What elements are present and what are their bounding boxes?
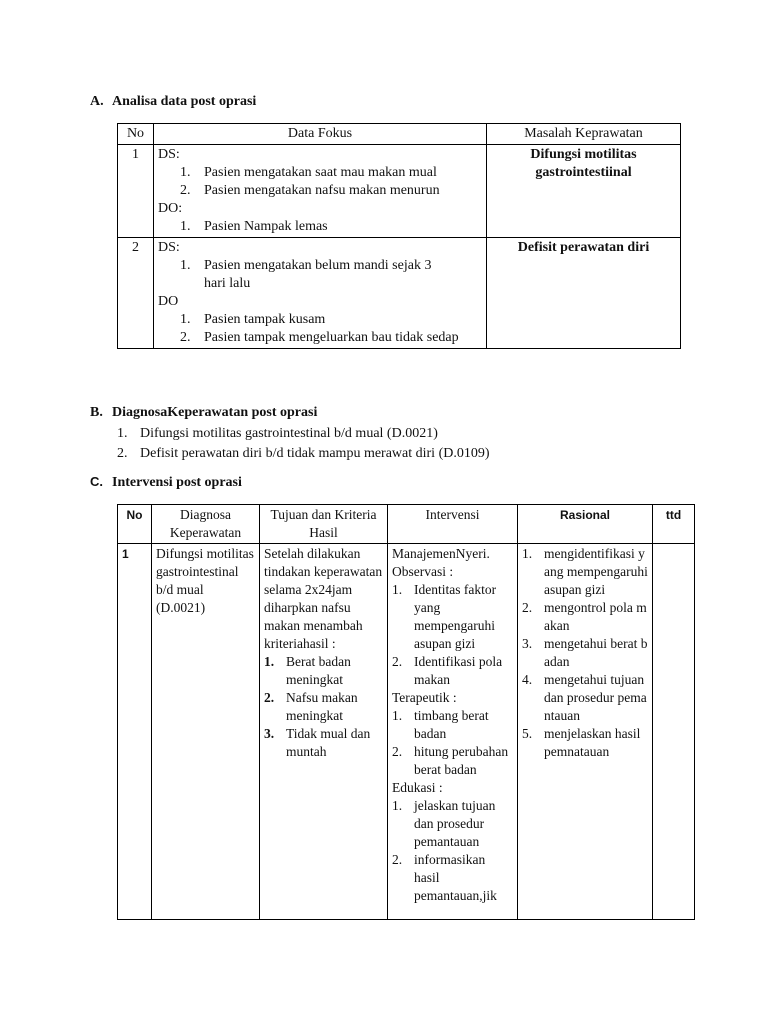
header-rasional: Rasional — [518, 505, 653, 544]
masalah-cell: Difungsi motilitas gastrointestiinal — [487, 145, 681, 238]
list-item: 2. mengontrol pola makan — [522, 600, 647, 633]
header-no: No — [118, 124, 154, 145]
do-label: DO: — [158, 201, 183, 216]
list-item: 2. informasikan hasil pemantauan,jik — [392, 852, 497, 903]
intervensi-table — [117, 504, 695, 920]
row-no: 1 — [118, 145, 154, 238]
list-item: 2. Identifikasi pola makan — [392, 654, 503, 687]
section-a-letter: A. — [90, 94, 104, 109]
list-item: 2. Defisit perawatan diri b/d tidak mampu merawat diri (D.0109) — [117, 446, 490, 461]
ttd-cell — [653, 544, 695, 920]
row-no: 2 — [118, 238, 154, 349]
section-c-heading — [90, 474, 242, 491]
masalah-cell: Defisit perawatan diri — [487, 238, 681, 349]
observasi-label: Observasi : — [392, 564, 454, 579]
list-item: 1. Difungsi motilitas gastrointestinal b/d mual (D.0021) — [117, 426, 438, 441]
list-item: 1. Pasien mengatakan belum mandi sejak 3 hari lalu — [180, 258, 432, 291]
section-c-letter: C. — [90, 474, 103, 489]
analisa-data-table — [117, 123, 681, 349]
list-item: 1. Pasien tampak kusam — [180, 312, 326, 327]
edukasi-list — [392, 797, 513, 905]
tujuan-text: Setelah dilakukan tindakan keperawatan selama 2x24jam diharpkan nafsu makan menambah kriteriahasil : — [264, 546, 383, 651]
edukasi-label: Edukasi : — [392, 780, 443, 795]
do-list — [158, 218, 482, 236]
intervensi-title: ManajemenNyeri. — [392, 546, 490, 561]
data-fokus-cell — [154, 238, 487, 349]
header-data-fokus: Data Fokus — [154, 124, 487, 145]
list-item: 2. Pasien mengatakan nafsu makan menurun — [180, 183, 440, 198]
header-no: No — [118, 505, 152, 544]
list-item: 2. hitung perubahan berat badan — [392, 744, 509, 777]
tujuan-cell — [260, 544, 388, 920]
data-fokus-cell — [154, 145, 487, 238]
section-b-letter: B. — [90, 405, 103, 420]
list-item: 1. Berat badan meningkat — [264, 654, 351, 687]
terapeutik-label: Terapeutik : — [392, 690, 457, 705]
do-label: DO — [158, 294, 179, 309]
list-item: 3. mengetahui berat badan — [522, 636, 648, 669]
header-ttd: ttd — [653, 505, 695, 544]
list-item: 2. Nafsu makan meningkat — [264, 690, 358, 723]
intervensi-cell — [388, 544, 518, 920]
list-item: 1. mengidentifikasi yang mempengaruhi asupan gizi — [522, 546, 648, 597]
list-item: 2. Pasien tampak mengeluarkan bau tidak sedap — [180, 330, 459, 345]
header-tujuan: Tujuan dan Kriteria Hasil — [260, 505, 388, 544]
rasional-list — [522, 545, 648, 761]
row-no: 1 — [118, 544, 152, 920]
header-intervensi: Intervensi — [388, 505, 518, 544]
diagnosa-cell: Difungsi motilitas gastrointestinal b/d mual (D.0021) — [152, 544, 260, 920]
section-b-title: DiagnosaKeperawatan post oprasi — [112, 405, 318, 420]
list-item: 5. menjelaskan hasil pemnatauan — [522, 726, 641, 759]
section-a-heading — [90, 94, 256, 110]
list-item: 1. Pasien mengatakan saat mau makan mual — [180, 165, 437, 180]
do-list — [158, 311, 482, 347]
ds-label: DS: — [158, 240, 180, 255]
list-item: 3. Tidak mual dan muntah — [264, 726, 371, 759]
section-c-title: Intervensi post oprasi — [112, 475, 242, 490]
terapeutik-list — [392, 707, 513, 779]
list-item: 1. Identitas faktor yang mempengaruhi asupan gizi — [392, 582, 497, 651]
table-header-row — [118, 505, 695, 544]
list-item: 1. timbang berat badan — [392, 708, 489, 741]
observasi-list — [392, 581, 513, 689]
list-item: 1. jelaskan tujuan dan prosedur pemantauan — [392, 798, 496, 849]
ds-list — [158, 164, 482, 200]
table-row — [118, 145, 681, 238]
header-masalah: Masalah Keprawatan — [487, 124, 681, 145]
ds-label: DS: — [158, 147, 180, 162]
section-b-heading — [90, 405, 317, 421]
ds-list — [158, 257, 482, 293]
list-item: 1. Pasien Nampak lemas — [180, 219, 328, 234]
rasional-cell — [518, 544, 653, 920]
kriteria-list — [264, 653, 383, 761]
section-a-title: Analisa data post oprasi — [112, 94, 257, 109]
table-row — [118, 238, 681, 349]
table-header-row — [118, 124, 681, 145]
diagnosa-list — [117, 424, 490, 464]
table-row — [118, 544, 695, 920]
list-item: 4. mengetahui tujuan dan prosedur pemantauan — [522, 672, 647, 723]
header-diagnosa: Diagnosa Keperawatan — [152, 505, 260, 544]
